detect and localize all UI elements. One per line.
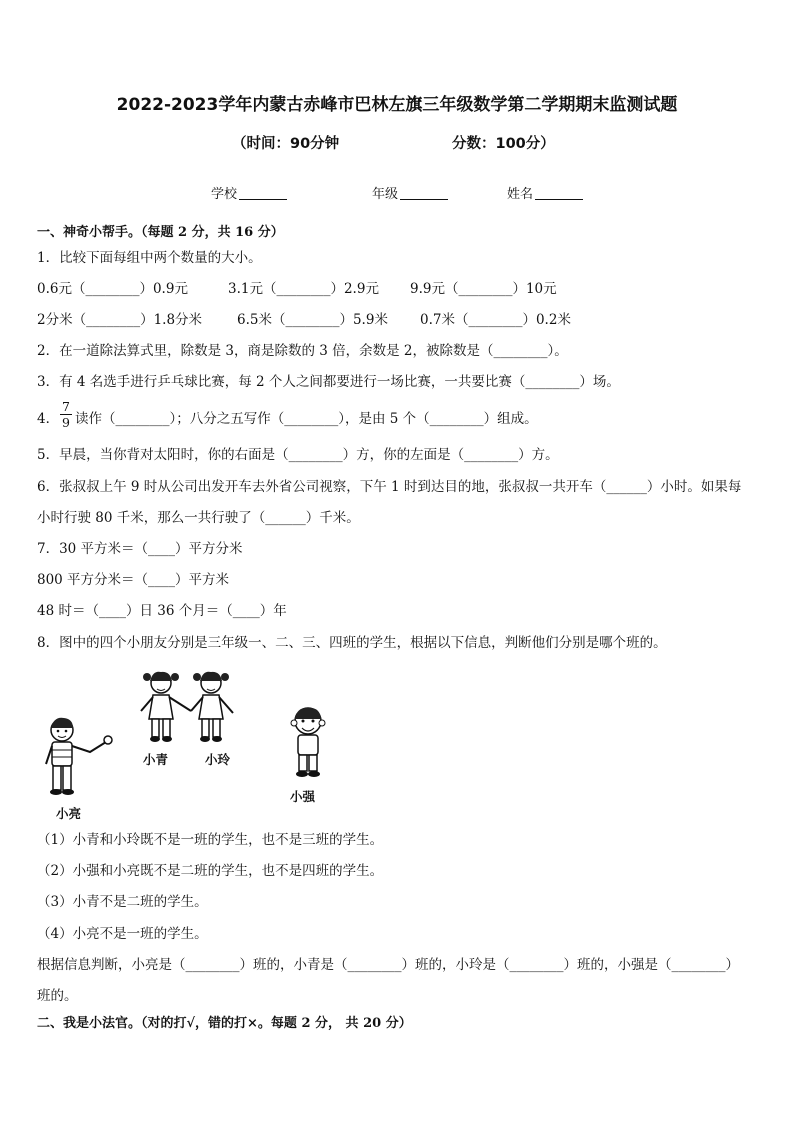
q3: 3．有 4 名选手进行乒乓球比赛，每 2 个人之间都要进行一场比赛，一共要比赛（________）场。 (37, 374, 620, 390)
xiaoliang-label: 小亮 (56, 806, 82, 821)
exam-time: （时间：90分钟 (232, 136, 340, 152)
xiaoqing-xiaoling-figure (133, 667, 248, 747)
xiaoling-label: 小玲 (205, 752, 231, 767)
xiaoqiang-figure (283, 703, 333, 783)
school-field[interactable] (211, 183, 287, 202)
grade-label: 年级 (372, 187, 399, 202)
q8-clue: （2）小强和小亮既不是二班的学生，也不是四班的学生。 (37, 863, 384, 879)
xiaoliang-figure (40, 712, 120, 802)
q5: 5．早晨，当你背对太阳时，你的右面是（________）方，你的左面是（________）方。 (37, 447, 559, 463)
section1-heading: 一、神奇小帮手。（每题 2 分，共 16 分） (37, 225, 284, 240)
fraction (60, 400, 72, 429)
q1-item: 0.6元（________）0.9元 (37, 281, 188, 297)
q7-line3: 48 时＝（____）日 36 个月＝（____）年 (37, 603, 287, 619)
q1-item: 0.7米（________）0.2米 (420, 312, 571, 328)
q7-line1: 7．30 平方米＝（____）平方分米 (37, 541, 243, 557)
name-label: 姓名 (507, 187, 534, 202)
school-label: 学校 (211, 187, 238, 202)
fraction-numerator: 7 (62, 399, 70, 414)
q1-item: 6.5米（________）5.9米 (237, 312, 388, 328)
q8-answer-line2: 班的。 (37, 988, 78, 1004)
page-title: 2022-2023学年内蒙古赤峰市巴林左旗三年级数学第二学期期末监测试题 (116, 95, 678, 115)
exam-score: 分数：100分） (452, 136, 555, 152)
q1-item: 3.1元（________）2.9元 (228, 281, 379, 297)
q8-clue: （1）小青和小玲既不是一班的学生，也不是三班的学生。 (37, 832, 384, 848)
q8-clue: （4）小亮不是一班的学生。 (37, 926, 208, 942)
q4-text: 读作（________）；八分之五写作（________），是由 5 个（________）组成。 (75, 411, 538, 427)
grade-field[interactable] (372, 183, 448, 202)
q6-line2: 小时行驶 80 千米，那么一共行驶了（______）千米。 (37, 510, 360, 526)
xiaoqiang-label: 小强 (290, 789, 316, 804)
q4-number: 4． (37, 411, 60, 427)
q1-item: 9.9元（________）10元 (410, 281, 557, 297)
q1-stem: 1．比较下面每组中两个数量的大小。 (37, 250, 262, 266)
q6-line1: 6．张叔叔上午 9 时从公司出发开车去外省公司视察，下午 1 时到达目的地，张叔叔一共开车（______）小时。如果每 (37, 479, 742, 495)
q1-item: 2分米（________）1.8分米 (37, 312, 203, 328)
xiaoqing-label: 小青 (143, 752, 169, 767)
q8-clue: （3）小青不是二班的学生。 (37, 894, 208, 910)
name-field[interactable] (507, 183, 583, 202)
q7-line2: 800 平方分米＝（____）平方米 (37, 572, 230, 588)
q8-stem: 8．图中的四个小朋友分别是三年级一、二、三、四班的学生，根据以下信息，判断他们分别是哪个班的。 (37, 635, 667, 651)
section2-heading: 二、我是小法官。（对的打√，错的打×。每题 2 分， 共 20 分） (37, 1016, 412, 1031)
q2: 2．在一道除法算式里，除数是 3，商是除数的 3 倍，余数是 2，被除数是（________）。 (37, 343, 568, 359)
q8-answer-line1: 根据信息判断，小亮是（________）班的，小青是（________）班的，小玲是（________）班的，小强是（________） (37, 957, 739, 973)
fraction-denominator: 9 (62, 415, 70, 431)
